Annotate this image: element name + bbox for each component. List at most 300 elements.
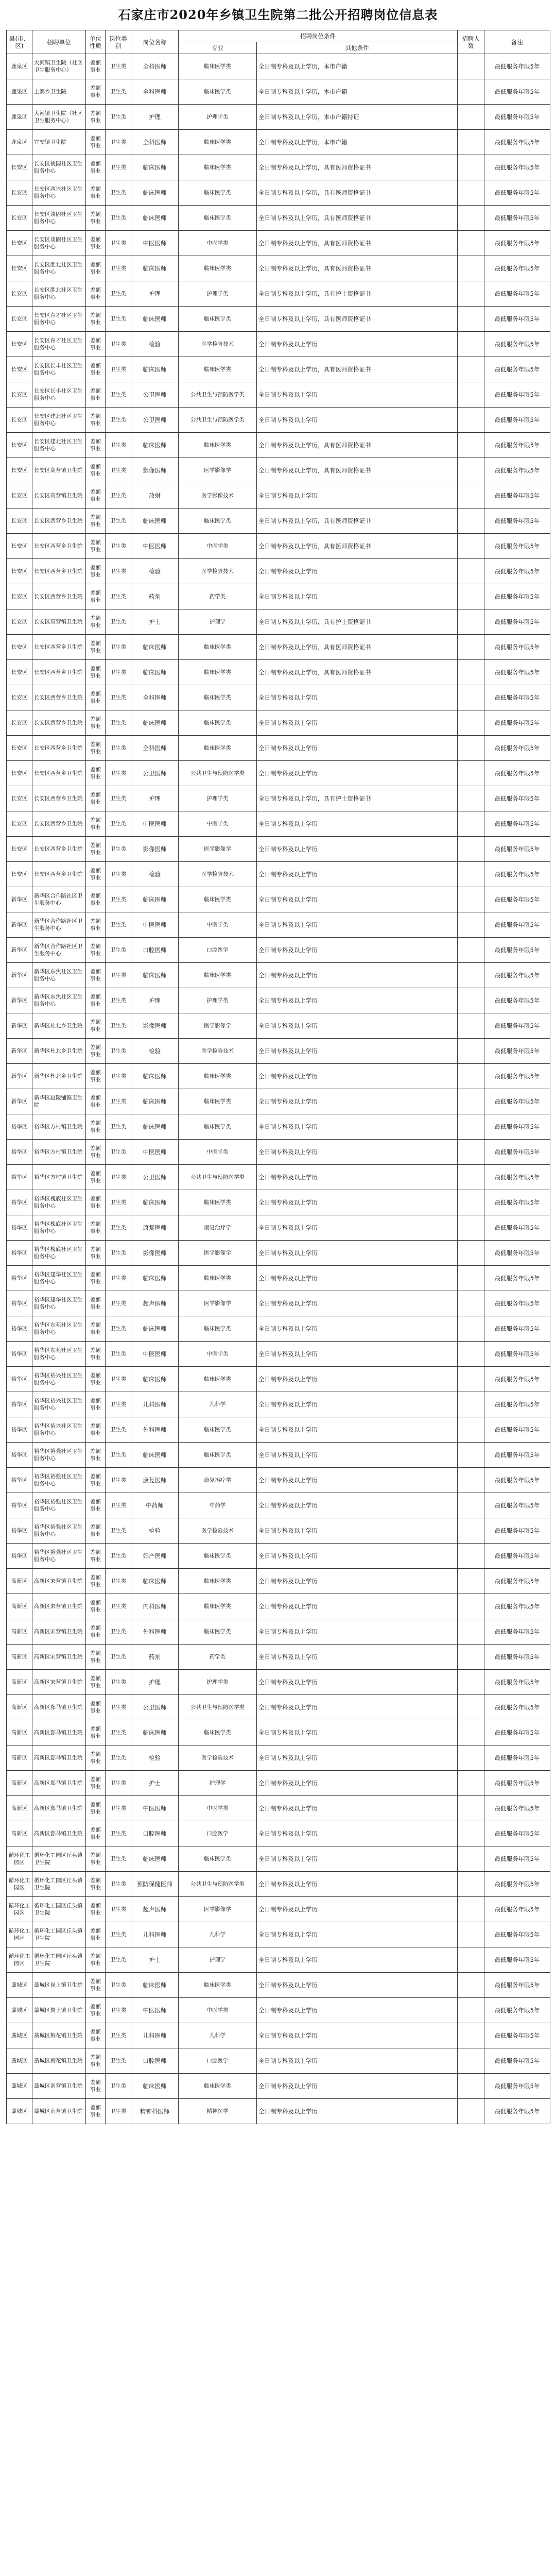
cell-nature: 差额事业	[86, 1846, 106, 1872]
cell-major: 公共卫生与预防医学类	[179, 408, 257, 433]
cell-post-type: 卫生类	[106, 1392, 131, 1417]
cell-post-name: 影像医师	[131, 837, 179, 862]
cell-region: 裕华区	[7, 1140, 32, 1165]
cell-major: 医学检验技术	[179, 862, 257, 887]
table-row	[7, 1771, 550, 1796]
header-major: 专业	[179, 42, 257, 54]
cell-region: 长安区	[7, 710, 32, 736]
cell-region: 长安区	[7, 458, 32, 483]
cell-major: 公共卫生与预防医学类	[179, 1872, 257, 1897]
cell-post-name: 临床医师	[131, 256, 179, 281]
cell-nature: 差额事业	[86, 938, 106, 963]
cell-requirements: 全日制专科及以上学历	[257, 1544, 458, 1569]
cell-nature: 差额事业	[86, 1468, 106, 1493]
cell-post-name: 公卫医师	[131, 1165, 179, 1190]
cell-major: 临床医学类	[179, 180, 257, 206]
table-row	[7, 408, 550, 433]
cell-post-type: 卫生类	[106, 256, 131, 281]
cell-post-name: 全科医师	[131, 736, 179, 761]
cell-count	[458, 155, 484, 180]
cell-remark: 最低服务年限5年	[484, 1947, 550, 1973]
cell-nature: 差额事业	[86, 963, 106, 988]
cell-major: 临床医学类	[179, 736, 257, 761]
cell-count	[458, 862, 484, 887]
cell-unit: 长安区西营乡卫生院	[32, 811, 86, 837]
cell-count	[458, 710, 484, 736]
cell-unit: 新华区东焦社区卫生服务中心	[32, 988, 86, 1013]
cell-region: 藁城区	[7, 2023, 32, 2048]
cell-unit: 裕华区裕兴社区卫生服务中心	[32, 1367, 86, 1392]
cell-post-name: 药剂	[131, 584, 179, 609]
cell-post-type: 卫生类	[106, 912, 131, 938]
cell-major: 医学影像学	[179, 458, 257, 483]
cell-unit: 裕华区裕强社区卫生服务中心	[32, 1493, 86, 1518]
cell-remark: 最低服务年限5年	[484, 458, 550, 483]
cell-major: 临床医学类	[179, 307, 257, 332]
cell-unit: 长安区胜北社区卫生服务中心	[32, 256, 86, 281]
table-row	[7, 1468, 550, 1493]
cell-nature: 差额事业	[86, 2048, 106, 2074]
cell-nature: 差额事业	[86, 180, 106, 206]
header-requirements: 其他条件	[257, 42, 458, 54]
cell-major: 儿科学	[179, 1392, 257, 1417]
cell-major: 临床医学类	[179, 1544, 257, 1569]
cell-requirements: 全日制专科及以上学历	[257, 1947, 458, 1973]
cell-region: 循环化工园区	[7, 1947, 32, 1973]
cell-nature: 差额事业	[86, 1241, 106, 1266]
cell-unit: 新华区赵陵铺镇卫生院	[32, 1089, 86, 1114]
cell-unit: 循环化工园区丘头镇卫生院	[32, 1872, 86, 1897]
cell-requirements: 全日制专科及以上学历，具有医师资格证书	[257, 660, 458, 685]
cell-major: 医学影像学	[179, 1241, 257, 1266]
cell-post-type: 卫生类	[106, 1013, 131, 1039]
cell-post-name: 临床医师	[131, 2074, 179, 2099]
cell-unit: 裕华区东苑社区卫生服务中心	[32, 1342, 86, 1367]
cell-requirements: 全日制专科及以上学历	[257, 1619, 458, 1645]
cell-region: 新华区	[7, 887, 32, 912]
cell-nature: 差额事业	[86, 1013, 106, 1039]
cell-unit: 高新区郄马镇卫生院	[32, 1771, 86, 1796]
table-body	[7, 54, 550, 2124]
cell-post-type: 卫生类	[106, 54, 131, 79]
cell-major: 中医学类	[179, 811, 257, 837]
table-row	[7, 1443, 550, 1468]
cell-requirements: 全日制专科及以上学历	[257, 963, 458, 988]
cell-remark: 最低服务年限5年	[484, 912, 550, 938]
cell-major: 康复治疗学	[179, 1468, 257, 1493]
cell-remark: 最低服务年限5年	[484, 1518, 550, 1544]
cell-post-name: 药剂	[131, 1645, 179, 1670]
cell-region: 鹿泉区	[7, 79, 32, 105]
cell-unit: 新华区合作路社区卫生服务中心	[32, 887, 86, 912]
table-row	[7, 1922, 550, 1947]
cell-post-name: 检验	[131, 1039, 179, 1064]
cell-post-name: 中医医师	[131, 912, 179, 938]
cell-remark: 最低服务年限5年	[484, 736, 550, 761]
table-row	[7, 1518, 550, 1544]
cell-count	[458, 685, 484, 710]
cell-count	[458, 1544, 484, 1569]
cell-nature: 差额事业	[86, 307, 106, 332]
cell-post-type: 卫生类	[106, 155, 131, 180]
cell-post-type: 卫生类	[106, 635, 131, 660]
cell-post-name: 临床医师	[131, 180, 179, 206]
cell-post-type: 卫生类	[106, 357, 131, 382]
cell-requirements: 全日制专科及以上学历	[257, 862, 458, 887]
cell-post-type: 卫生类	[106, 811, 131, 837]
table-row	[7, 1544, 550, 1569]
cell-post-type: 卫生类	[106, 1922, 131, 1947]
cell-requirements: 全日制专科及以上学历，具有护士资格证书	[257, 609, 458, 635]
cell-post-name: 儿科医师	[131, 2023, 179, 2048]
cell-unit: 藁城区南营镇卫生院	[32, 2099, 86, 2124]
cell-post-name: 检验	[131, 1745, 179, 1771]
cell-nature: 差额事业	[86, 1619, 106, 1645]
cell-post-type: 卫生类	[106, 559, 131, 584]
cell-count	[458, 79, 484, 105]
cell-post-name: 临床医师	[131, 1064, 179, 1089]
cell-unit: 长安区西营乡卫生院	[32, 710, 86, 736]
cell-nature: 差额事业	[86, 281, 106, 307]
cell-unit: 长安区西营乡卫生院	[32, 786, 86, 811]
cell-post-type: 卫生类	[106, 1241, 131, 1266]
cell-nature: 差额事业	[86, 559, 106, 584]
cell-major: 医学检验技术	[179, 559, 257, 584]
header-conditions: 招聘岗位条件	[179, 30, 458, 42]
cell-unit: 宜安镇卫生院	[32, 130, 86, 155]
table-row	[7, 2099, 550, 2124]
cell-major: 临床医学类	[179, 433, 257, 458]
cell-count	[458, 408, 484, 433]
table-row	[7, 811, 550, 837]
cell-requirements: 全日制专科及以上学历	[257, 2074, 458, 2099]
cell-nature: 差额事业	[86, 1493, 106, 1518]
cell-requirements: 全日制专科及以上学历	[257, 1013, 458, 1039]
cell-requirements: 全日制专科及以上学历	[257, 1392, 458, 1417]
cell-remark: 最低服务年限5年	[484, 1973, 550, 1998]
cell-post-name: 护理	[131, 1670, 179, 1695]
cell-post-type: 卫生类	[106, 1443, 131, 1468]
table-row	[7, 1872, 550, 1897]
cell-major: 护理学类	[179, 281, 257, 307]
table-row	[7, 1215, 550, 1241]
cell-major: 中医学类	[179, 1140, 257, 1165]
cell-requirements: 全日制专科及以上学历，本市户籍	[257, 79, 458, 105]
cell-region: 新华区	[7, 912, 32, 938]
cell-unit: 裕华区方村镇卫生院	[32, 1140, 86, 1165]
cell-unit: 新华区合作路社区卫生服务中心	[32, 938, 86, 963]
cell-count	[458, 1922, 484, 1947]
cell-nature: 差额事业	[86, 1140, 106, 1165]
cell-major: 医学影像学	[179, 1291, 257, 1316]
cell-unit: 长安区西营乡卫生院	[32, 660, 86, 685]
cell-unit: 裕华区槐底社区卫生服务中心	[32, 1241, 86, 1266]
cell-region: 裕华区	[7, 1342, 32, 1367]
cell-unit: 长安区西营乡卫生院	[32, 534, 86, 559]
cell-unit: 藁城区南营镇卫生院	[32, 2074, 86, 2099]
cell-requirements: 全日制专科及以上学历	[257, 1114, 458, 1140]
cell-post-type: 卫生类	[106, 609, 131, 635]
cell-remark: 最低服务年限5年	[484, 231, 550, 256]
cell-region: 藁城区	[7, 1973, 32, 1998]
cell-post-type: 卫生类	[106, 1518, 131, 1544]
cell-count	[458, 1114, 484, 1140]
cell-requirements: 全日制专科及以上学历，具有医师资格证书	[257, 534, 458, 559]
cell-major: 口腔医学	[179, 938, 257, 963]
cell-requirements: 全日制专科及以上学历，具有医师资格证书	[257, 509, 458, 534]
cell-remark: 最低服务年限5年	[484, 1771, 550, 1796]
table-row	[7, 710, 550, 736]
cell-count	[458, 105, 484, 130]
cell-post-name: 临床医师	[131, 1089, 179, 1114]
cell-count	[458, 1089, 484, 1114]
cell-nature: 差额事业	[86, 786, 106, 811]
cell-major: 临床医学类	[179, 1443, 257, 1468]
table-row	[7, 963, 550, 988]
cell-requirements: 全日制专科及以上学历	[257, 1241, 458, 1266]
cell-post-name: 护理	[131, 281, 179, 307]
table-row	[7, 509, 550, 534]
cell-nature: 差额事业	[86, 1544, 106, 1569]
cell-region: 裕华区	[7, 1392, 32, 1417]
cell-post-type: 卫生类	[106, 307, 131, 332]
cell-unit: 裕华区裕强社区卫生服务中心	[32, 1468, 86, 1493]
cell-post-name: 临床医师	[131, 1316, 179, 1342]
cell-post-type: 卫生类	[106, 837, 131, 862]
cell-unit: 裕华区裕兴社区卫生服务中心	[32, 1417, 86, 1443]
cell-remark: 最低服务年限5年	[484, 1493, 550, 1518]
cell-unit: 裕华区裕强社区卫生服务中心	[32, 1544, 86, 1569]
cell-post-type: 卫生类	[106, 1291, 131, 1316]
cell-unit: 裕华区槐底社区卫生服务中心	[32, 1190, 86, 1215]
cell-unit: 新华区杜北乡卫生院	[32, 1013, 86, 1039]
cell-post-type: 卫生类	[106, 281, 131, 307]
cell-remark: 最低服务年限5年	[484, 1241, 550, 1266]
cell-post-name: 中医医师	[131, 1342, 179, 1367]
cell-region: 长安区	[7, 332, 32, 357]
cell-nature: 差额事业	[86, 509, 106, 534]
cell-post-type: 卫生类	[106, 433, 131, 458]
cell-remark: 最低服务年限5年	[484, 1266, 550, 1291]
cell-major: 公共卫生与预防医学类	[179, 382, 257, 408]
cell-region: 长安区	[7, 483, 32, 509]
table-row	[7, 180, 550, 206]
cell-remark: 最低服务年限5年	[484, 2023, 550, 2048]
table-row	[7, 206, 550, 231]
cell-nature: 差额事业	[86, 1039, 106, 1064]
cell-nature: 差额事业	[86, 1417, 106, 1443]
cell-unit: 高新区宋营镇卫生院	[32, 1645, 86, 1670]
cell-remark: 最低服务年限5年	[484, 1720, 550, 1745]
cell-count	[458, 811, 484, 837]
cell-remark: 最低服务年限5年	[484, 1367, 550, 1392]
cell-region: 裕华区	[7, 1544, 32, 1569]
cell-post-name: 中医医师	[131, 1796, 179, 1821]
cell-post-name: 中医医师	[131, 1998, 179, 2023]
cell-nature: 差额事业	[86, 912, 106, 938]
table-row	[7, 1973, 550, 1998]
cell-remark: 最低服务年限5年	[484, 1619, 550, 1645]
cell-post-name: 中医医师	[131, 1140, 179, 1165]
table-row	[7, 433, 550, 458]
cell-unit: 新华区杜北乡卫生院	[32, 1039, 86, 1064]
cell-nature: 差额事业	[86, 1089, 106, 1114]
cell-region: 裕华区	[7, 1417, 32, 1443]
cell-post-type: 卫生类	[106, 1544, 131, 1569]
cell-nature: 差额事业	[86, 1771, 106, 1796]
cell-major: 临床医学类	[179, 54, 257, 79]
table-row	[7, 79, 550, 105]
cell-count	[458, 130, 484, 155]
cell-nature: 差额事业	[86, 1342, 106, 1367]
cell-nature: 差额事业	[86, 1720, 106, 1745]
cell-count	[458, 1872, 484, 1897]
cell-remark: 最低服务年限5年	[484, 433, 550, 458]
cell-post-type: 卫生类	[106, 1821, 131, 1846]
cell-remark: 最低服务年限5年	[484, 1392, 550, 1417]
cell-major: 医学检验技术	[179, 1518, 257, 1544]
cell-major: 临床医学类	[179, 1266, 257, 1291]
cell-count	[458, 256, 484, 281]
cell-requirements: 全日制专科及以上学历	[257, 382, 458, 408]
cell-major: 公共卫生与预防医学类	[179, 1165, 257, 1190]
cell-post-type: 卫生类	[106, 1190, 131, 1215]
table-row	[7, 1670, 550, 1695]
cell-count	[458, 988, 484, 1013]
cell-requirements: 全日制专科及以上学历	[257, 685, 458, 710]
cell-nature: 差额事业	[86, 1670, 106, 1695]
cell-major: 中医学类	[179, 1342, 257, 1367]
cell-count	[458, 332, 484, 357]
cell-region: 高新区	[7, 1821, 32, 1846]
cell-unit: 长安区育才社区卫生服务中心	[32, 332, 86, 357]
cell-count	[458, 509, 484, 534]
table-row	[7, 1266, 550, 1291]
cell-requirements: 全日制专科及以上学历	[257, 1771, 458, 1796]
cell-remark: 最低服务年限5年	[484, 281, 550, 307]
cell-unit: 长安区西营乡卫生院	[32, 509, 86, 534]
cell-count	[458, 357, 484, 382]
cell-remark: 最低服务年限5年	[484, 1998, 550, 2023]
cell-unit: 藁城区岗上镇卫生院	[32, 1998, 86, 2023]
cell-count	[458, 1796, 484, 1821]
table-row	[7, 332, 550, 357]
cell-post-name: 全科医师	[131, 130, 179, 155]
cell-nature: 差额事业	[86, 1114, 106, 1140]
cell-region: 裕华区	[7, 1316, 32, 1342]
cell-major: 护理学类	[179, 1670, 257, 1695]
cell-major: 公共卫生与预防医学类	[179, 761, 257, 786]
cell-remark: 最低服务年限5年	[484, 685, 550, 710]
cell-count	[458, 382, 484, 408]
cell-post-name: 中医医师	[131, 534, 179, 559]
cell-major: 中医学类	[179, 231, 257, 256]
cell-unit: 新华区合作路社区卫生服务中心	[32, 912, 86, 938]
cell-post-name: 儿科医师	[131, 1922, 179, 1947]
cell-count	[458, 609, 484, 635]
cell-post-name: 临床医师	[131, 433, 179, 458]
table-row	[7, 1089, 550, 1114]
cell-unit: 高新区郄马镇卫生院	[32, 1796, 86, 1821]
cell-region: 藁城区	[7, 2048, 32, 2074]
cell-post-type: 卫生类	[106, 761, 131, 786]
cell-post-name: 临床医师	[131, 307, 179, 332]
cell-region: 裕华区	[7, 1165, 32, 1190]
table-row	[7, 1695, 550, 1720]
cell-region: 长安区	[7, 534, 32, 559]
cell-remark: 最低服务年限5年	[484, 1922, 550, 1947]
cell-post-type: 卫生类	[106, 1897, 131, 1922]
cell-requirements: 全日制专科及以上学历，具有护士资格证书	[257, 281, 458, 307]
table-row	[7, 609, 550, 635]
cell-post-type: 卫生类	[106, 1064, 131, 1089]
cell-post-type: 卫生类	[106, 509, 131, 534]
table-row	[7, 1720, 550, 1745]
cell-requirements: 全日制专科及以上学历	[257, 1064, 458, 1089]
cell-count	[458, 1569, 484, 1594]
cell-post-name: 康复医师	[131, 1215, 179, 1241]
cell-remark: 最低服务年限5年	[484, 786, 550, 811]
cell-nature: 差额事业	[86, 2074, 106, 2099]
cell-post-type: 卫生类	[106, 1266, 131, 1291]
cell-requirements: 全日制专科及以上学历	[257, 408, 458, 433]
cell-requirements: 全日制专科及以上学历	[257, 1897, 458, 1922]
cell-requirements: 全日制专科及以上学历	[257, 1215, 458, 1241]
cell-requirements: 全日制专科及以上学历，具有医师资格证书	[257, 256, 458, 281]
cell-post-name: 内科医师	[131, 1594, 179, 1619]
cell-count	[458, 635, 484, 660]
cell-major: 临床医学类	[179, 1973, 257, 1998]
cell-post-type: 卫生类	[106, 2023, 131, 2048]
cell-count	[458, 180, 484, 206]
cell-post-name: 临床医师	[131, 509, 179, 534]
cell-nature: 差额事业	[86, 130, 106, 155]
cell-requirements: 全日制专科及以上学历	[257, 1316, 458, 1342]
cell-major: 临床医学类	[179, 1064, 257, 1089]
cell-count	[458, 1316, 484, 1342]
cell-post-name: 全科医师	[131, 685, 179, 710]
cell-major: 临床医学类	[179, 155, 257, 180]
cell-unit: 长安区建北社区卫生服务中心	[32, 433, 86, 458]
cell-remark: 最低服务年限5年	[484, 584, 550, 609]
table-row	[7, 559, 550, 584]
table-row	[7, 635, 550, 660]
cell-nature: 差额事业	[86, 2023, 106, 2048]
cell-post-name: 护士	[131, 609, 179, 635]
cell-count	[458, 1291, 484, 1316]
cell-major: 临床医学类	[179, 509, 257, 534]
cell-post-type: 卫生类	[106, 1039, 131, 1064]
cell-major: 临床医学类	[179, 1846, 257, 1872]
cell-unit: 长安区西营乡卫生院	[32, 736, 86, 761]
cell-unit: 长安区高营镇卫生院	[32, 458, 86, 483]
cell-post-name: 外科医师	[131, 1417, 179, 1443]
cell-region: 循环化工园区	[7, 1872, 32, 1897]
cell-major: 护理学	[179, 609, 257, 635]
cell-remark: 最低服务年限5年	[484, 1544, 550, 1569]
cell-post-type: 卫生类	[106, 483, 131, 509]
cell-major: 临床医学类	[179, 2074, 257, 2099]
cell-post-name: 临床医师	[131, 155, 179, 180]
cell-remark: 最低服务年限5年	[484, 837, 550, 862]
cell-post-name: 临床医师	[131, 1720, 179, 1745]
cell-count	[458, 54, 484, 79]
cell-region: 长安区	[7, 786, 32, 811]
cell-unit: 长安区育才社区卫生服务中心	[32, 307, 86, 332]
cell-post-name: 临床医师	[131, 357, 179, 382]
cell-nature: 差额事业	[86, 332, 106, 357]
cell-remark: 最低服务年限5年	[484, 130, 550, 155]
